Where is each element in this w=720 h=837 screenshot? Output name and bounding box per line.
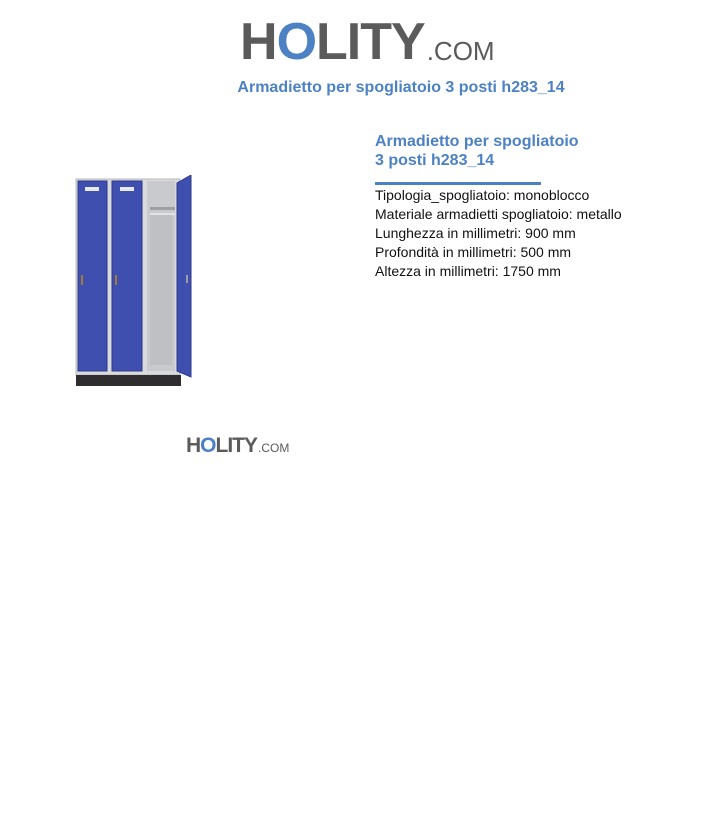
spec-list [375, 186, 622, 281]
spec-item: Lunghezza in millimetri: 900 mm [375, 225, 576, 241]
spec-item: Altezza in millimetri: 1750 mm [375, 263, 561, 279]
spec-item: Profondità in millimetri: 500 mm [375, 244, 572, 260]
logo-wordmark-small: HOLITY [186, 434, 258, 457]
spec-item: Tipologia_spogliatoio: monoblocco [375, 187, 590, 203]
holity-logo[interactable] [240, 8, 495, 71]
logo-tld: .COM [426, 36, 495, 66]
product-title-line2: 3 posti h283_14 [375, 152, 495, 169]
logo-tld-small: .COM [258, 441, 290, 455]
title-divider [375, 182, 541, 185]
product-image [74, 175, 194, 394]
logo-wordmark: HOLITY [240, 13, 425, 71]
product-title [375, 132, 675, 170]
spec-item: Materiale armadietti spogliatoio: metallo [375, 206, 622, 222]
holity-logo-small [186, 432, 289, 456]
product-title-line1: Armadietto per spogliatoio [375, 133, 579, 150]
page-title: Armadietto per spogliatoio 3 posti h283_14 [237, 79, 565, 96]
